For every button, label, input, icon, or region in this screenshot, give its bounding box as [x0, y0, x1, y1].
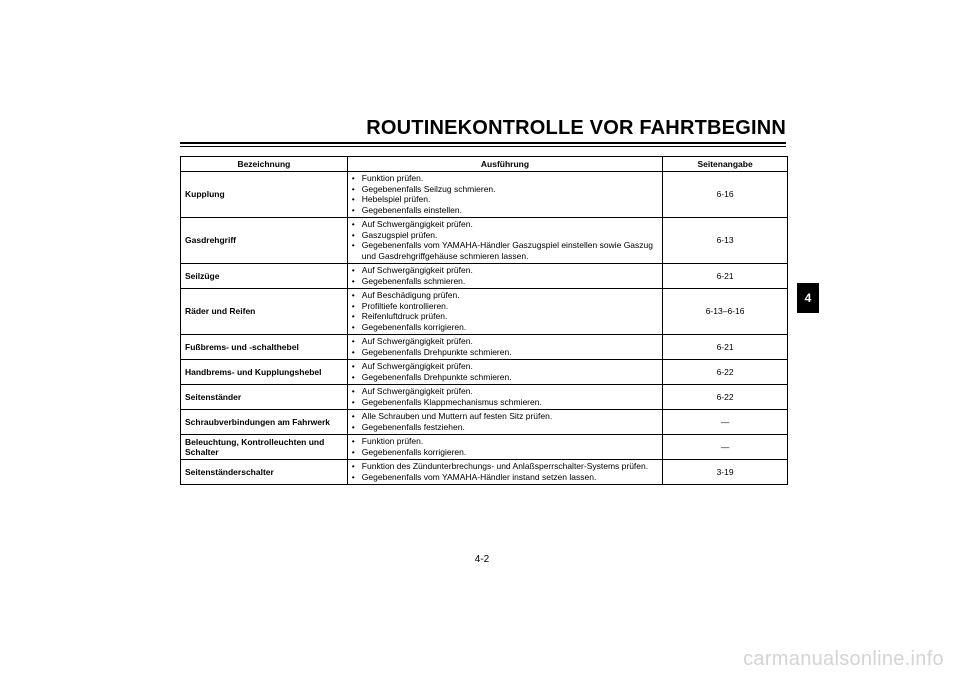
chapter-tab[interactable]: 4 — [797, 283, 819, 313]
check-list — [352, 411, 658, 432]
routine-check-table — [180, 156, 788, 485]
page-reference: 6-13 — [663, 218, 788, 264]
page-reference: 6-16 — [663, 172, 788, 218]
check-list — [352, 336, 658, 357]
item-name: Schraubverbindungen am Fahrwerk — [181, 410, 348, 435]
check-item: • Gegebenenfalls korrigieren. — [352, 322, 658, 333]
check-item: • Gegebenenfalls korrigieren. — [352, 447, 658, 458]
item-name: Beleuchtung, Kontrolleuchten und Schalter — [181, 435, 348, 460]
check-item: • Alle Schrauben und Muttern auf festen Sitz prüfen. — [352, 411, 658, 422]
table-row — [181, 460, 788, 485]
check-item: • Gegebenenfalls Drehpunkte schmieren. — [352, 347, 658, 358]
check-item: • Gegebenenfalls vom YAMAHA-Händler instand setzen lassen. — [352, 472, 658, 483]
check-instructions — [347, 360, 662, 385]
check-item: • Gegebenenfalls Klappmechanismus schmieren. — [352, 397, 658, 408]
page-reference: 6-21 — [663, 335, 788, 360]
check-item: • Funktion des Zündunterbrechungs- und Anlaßsperrschalter-Systems prüfen. — [352, 461, 658, 472]
table-row — [181, 385, 788, 410]
check-instructions — [347, 410, 662, 435]
check-instructions — [347, 335, 662, 360]
check-list — [352, 361, 658, 382]
table-row — [181, 435, 788, 460]
item-name: Seitenständer — [181, 385, 348, 410]
check-item: • Gegebenenfalls schmieren. — [352, 276, 658, 287]
table-row — [181, 218, 788, 264]
check-list — [352, 265, 658, 286]
check-instructions — [347, 264, 662, 289]
item-name: Gasdrehgriff — [181, 218, 348, 264]
item-name: Seitenständerschalter — [181, 460, 348, 485]
check-list — [352, 461, 658, 482]
page-reference: 6-22 — [663, 385, 788, 410]
check-instructions — [347, 172, 662, 218]
check-instructions — [347, 385, 662, 410]
check-item: • Gegebenenfalls Drehpunkte schmieren. — [352, 372, 658, 383]
page-reference: 6-13–6-16 — [663, 289, 788, 335]
page-reference: 6-21 — [663, 264, 788, 289]
item-name: Fußbrems- und -schalthebel — [181, 335, 348, 360]
check-instructions — [347, 435, 662, 460]
check-item: • Hebelspiel prüfen. — [352, 194, 658, 205]
check-item: • Auf Schwergängigkeit prüfen. — [352, 336, 658, 347]
check-item: • Auf Schwergängigkeit prüfen. — [352, 361, 658, 372]
watermark: carmanualsonline.info — [743, 648, 944, 670]
item-name: Handbrems- und Kupplungshebel — [181, 360, 348, 385]
check-item: • Reifenluftdruck prüfen. — [352, 311, 658, 322]
check-item: • Gegebenenfalls Seilzug schmieren. — [352, 184, 658, 195]
table-row — [181, 410, 788, 435]
check-instructions — [347, 460, 662, 485]
check-list — [352, 290, 658, 332]
table-row — [181, 360, 788, 385]
check-item: • Auf Schwergängigkeit prüfen. — [352, 386, 658, 397]
table-row — [181, 335, 788, 360]
check-list — [352, 173, 658, 215]
item-name: Räder und Reifen — [181, 289, 348, 335]
item-name: Seilzüge — [181, 264, 348, 289]
table-row — [181, 264, 788, 289]
title-rule-thin — [180, 146, 786, 147]
check-list — [352, 386, 658, 407]
check-item: • Gegebenenfalls einstellen. — [352, 205, 658, 216]
check-item: • Gegebenenfalls festziehen. — [352, 422, 658, 433]
table-row — [181, 289, 788, 335]
item-name: Kupplung — [181, 172, 348, 218]
check-item: • Profiltiefe kontrollieren. — [352, 301, 658, 312]
check-item: • Gaszugspiel prüfen. — [352, 230, 658, 241]
page-number: 4-2 — [474, 554, 490, 565]
check-item: • Auf Schwergängigkeit prüfen. — [352, 265, 658, 276]
column-header-ausfuehrung: Ausführung — [347, 157, 662, 172]
page-reference: — — [663, 410, 788, 435]
page-reference: 3-19 — [663, 460, 788, 485]
check-item: • Gegebenenfalls vom YAMAHA-Händler Gaszugspiel einstellen sowie Gaszug und Gasdrehgriffgehäuse schmieren lassen. — [352, 240, 658, 261]
page-reference: — — [663, 435, 788, 460]
check-item: • Auf Beschädigung prüfen. — [352, 290, 658, 301]
table-row — [181, 172, 788, 218]
check-item: • Funktion prüfen. — [352, 173, 658, 184]
check-list — [352, 219, 658, 261]
table-header-row — [181, 157, 788, 172]
check-item: • Funktion prüfen. — [352, 436, 658, 447]
column-header-bezeichnung: Bezeichnung — [181, 157, 348, 172]
check-instructions — [347, 218, 662, 264]
check-list — [352, 436, 658, 457]
title-rule — [180, 142, 786, 144]
check-item: • Auf Schwergängigkeit prüfen. — [352, 219, 658, 230]
page-title: ROUTINEKONTROLLE VOR FAHRTBEGINN — [366, 117, 786, 139]
check-instructions — [347, 289, 662, 335]
page-reference: 6-22 — [663, 360, 788, 385]
table-body — [181, 172, 788, 485]
column-header-seitenangabe: Seitenangabe — [663, 157, 788, 172]
